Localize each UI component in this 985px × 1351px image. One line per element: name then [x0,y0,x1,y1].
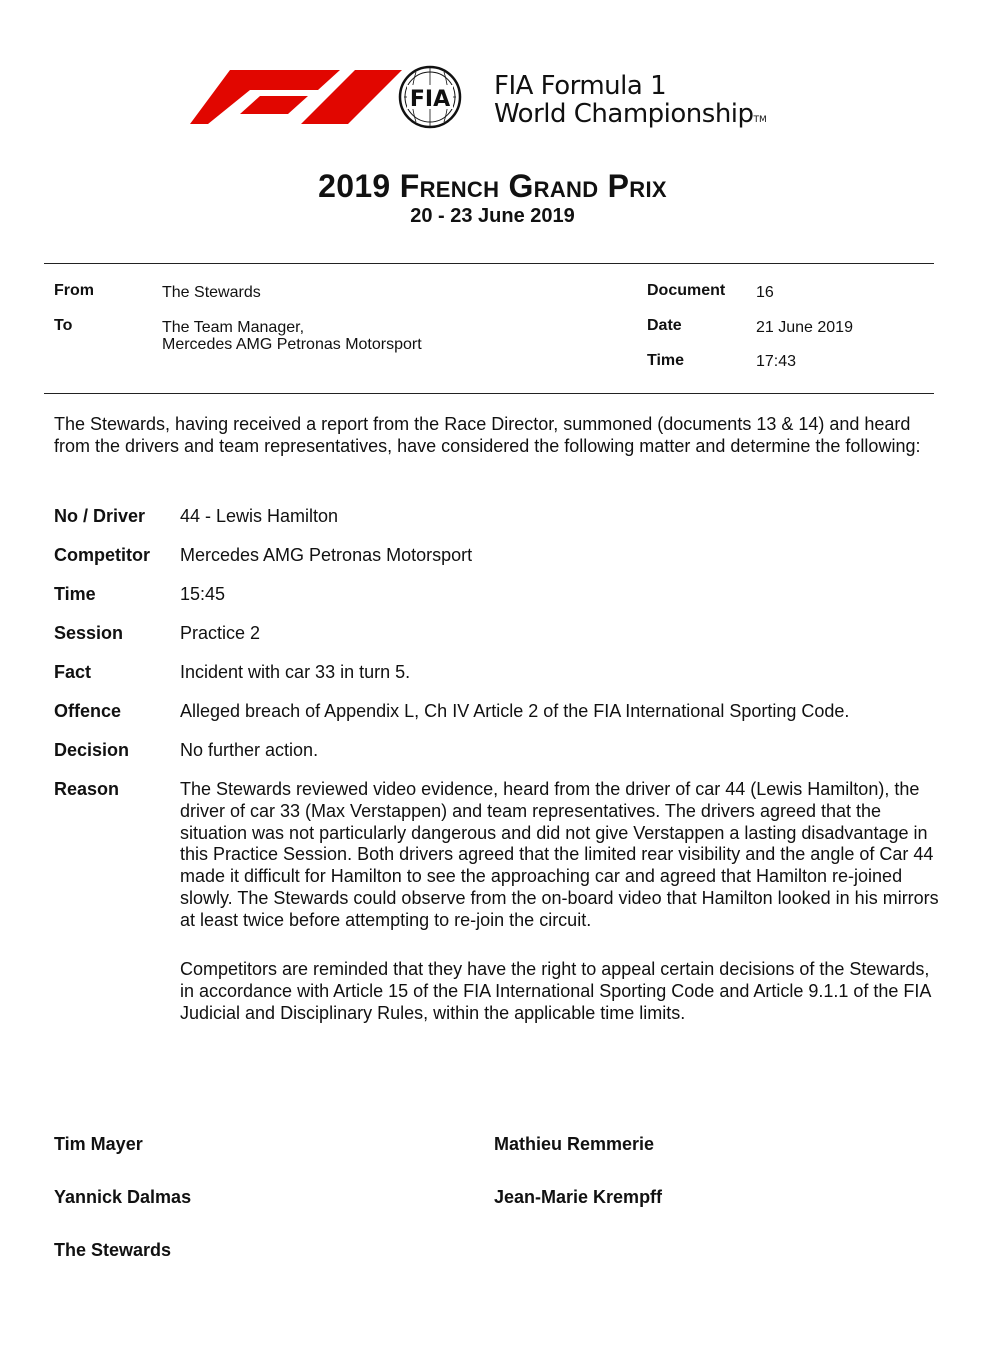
date-label: Date [647,317,682,334]
fact-label: Fact [54,662,92,682]
steward-signature-1: Tim Mayer [54,1134,143,1154]
steward-signature-3: Yannick Dalmas [54,1187,192,1207]
header-top-rule [44,263,934,264]
to-label: To [54,317,73,334]
steward-signature-2: Mathieu Remmerie [494,1134,655,1154]
fia-emblem-text: FIA [409,87,451,112]
to-value-line-2: Mercedes AMG Petronas Motorsport [162,336,422,353]
f1-logo-icon [190,62,490,132]
event-dates: 20 - 23 June 2019 [410,205,575,227]
fia-f1-logo [190,62,830,132]
date-value: 21 June 2019 [756,319,853,336]
session-value: Practice 2 [180,623,261,643]
time-label: Time [647,352,685,369]
from-value: The Stewards [162,284,261,301]
trademark-mark: TM [753,115,767,125]
brand-wordmark [494,72,767,134]
driver-value: 44 - Lewis Hamilton [180,506,339,526]
decision-value: No further action. [180,740,319,760]
reason-paragraph-2: Competitors are reminded that they have the right to appeal certain decisions of the Stewards, in accordance with Article 15 of the FIA International Sporting Code and Article 9.1.1 of the FIA Judicial and Disciplinary Rules, within the applicable time limits. [180,959,931,1023]
decision-label: Decision [54,740,130,760]
competitor-value: Mercedes AMG Petronas Motorsport [180,545,473,565]
offence-label: Offence [54,701,122,721]
document-number: 16 [756,284,774,301]
brand-line-2: World ChampionshipTM [494,99,767,129]
document-title: 2019 French Grand Prix [318,168,667,204]
incident-time-value: 15:45 [180,584,226,604]
from-label: From [54,282,94,299]
reason-label: Reason [54,779,120,799]
intro-paragraph: The Stewards, having received a report from the Race Director, summoned (documents 13 & 14) and heard from the drivers and team representatives, have considered the following matter and determine the following: [54,414,921,456]
session-label: Session [54,623,124,643]
competitor-label: Competitor [54,545,150,565]
offence-value: Alleged breach of Appendix L, Ch IV Article 2 of the FIA International Sporting Code. [180,701,850,721]
fact-value: Incident with car 33 in turn 5. [180,662,411,682]
closing-signature: The Stewards [54,1240,172,1260]
incident-time-label: Time [54,584,96,604]
reason-paragraph-1: The Stewards reviewed video evidence, heard from the driver of car 44 (Lewis Hamilton), the driver of car 33 (Max Verstappen) and team representatives. The drivers agreed that the situation was not particularly dangerous and did not give Verstappen a lasting disadvantage in this Practice Session. Both drivers agreed that the limited rear visibility and the angle of Car 44 made it difficult for Hamilton to see the approaching car and agreed that Hamilton re-joined slowly. The Stewards could observe from the on-board video that Hamilton looked in his mirrors at least twice before attempting to re-join the circuit. [180,779,939,930]
steward-signature-4: Jean-Marie Krempff [494,1187,663,1207]
time-value: 17:43 [756,353,797,370]
document-label: Document [647,282,726,299]
brand-line-1: FIA Formula 1 [494,71,667,101]
to-value-line-1: The Team Manager, [162,319,305,336]
driver-label: No / Driver [54,506,146,526]
header-bottom-rule [44,393,934,394]
